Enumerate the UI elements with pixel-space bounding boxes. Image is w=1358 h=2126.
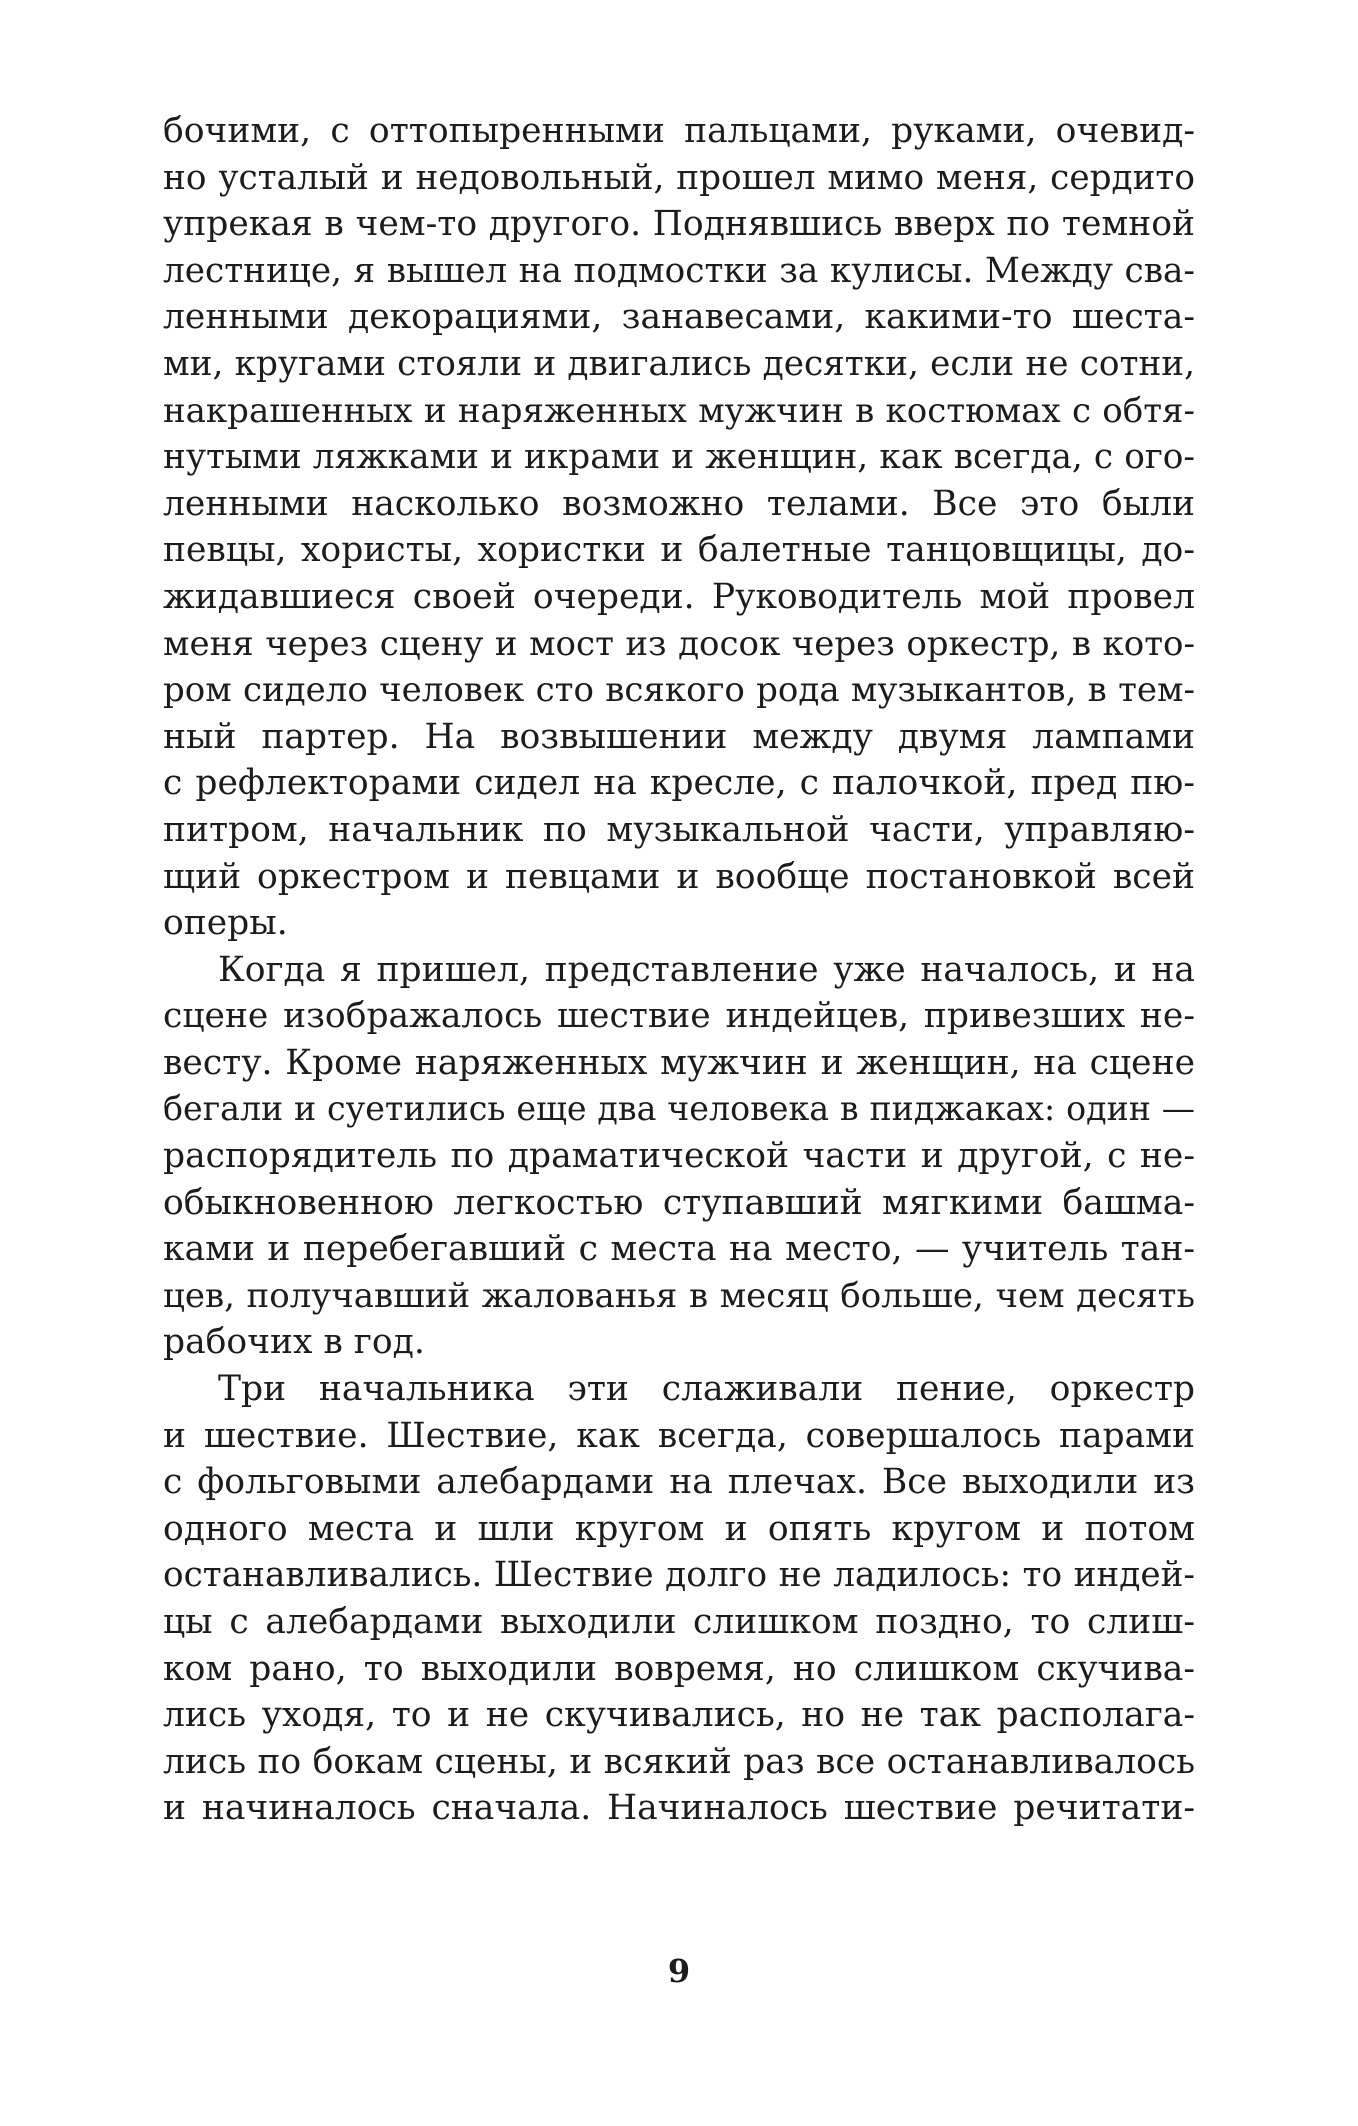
text-line: меня через сцену и мост из досок через оркестр, в кото- bbox=[163, 623, 1195, 664]
paragraph bbox=[163, 108, 1195, 947]
text-line: певцы, хористы, хористки и балетные танцовщицы, до- bbox=[163, 530, 1195, 571]
body-text bbox=[163, 108, 1195, 1832]
text-line: накрашенных и наряженных мужчин в костюмах с обтя- bbox=[163, 390, 1195, 431]
text-line: цев, получавший жалованья в месяц больше, чем десять bbox=[163, 1275, 1195, 1316]
text-line: одного места и шли кругом и опять кругом и потом bbox=[163, 1508, 1195, 1549]
text-line: весту. Кроме наряженных мужчин и женщин, на сцене bbox=[163, 1042, 1195, 1083]
text-line: ленными насколько возможно телами. Все это были bbox=[163, 483, 1195, 524]
text-line: ми, кругами стояли и двигались десятки, если не сотни, bbox=[163, 343, 1195, 384]
text-line: ком рано, то выходили вовремя, но слишком скучива- bbox=[163, 1648, 1195, 1689]
text-line: питром, начальник по музыкальной части, управляю- bbox=[163, 809, 1195, 850]
text-line: ром сидело человек сто всякого рода музыкантов, в тем- bbox=[163, 670, 1195, 711]
text-line: обыкновенною легкостью ступавший мягкими башма- bbox=[163, 1182, 1195, 1223]
text-line: лись уходя, то и не скучивались, но не так располага- bbox=[163, 1695, 1195, 1736]
text-line: останавливались. Шествие долго не ладилось: то индей- bbox=[163, 1555, 1195, 1596]
paragraph bbox=[163, 1366, 1195, 1832]
text-line: нутыми ляжками и икрами и женщин, как всегда, с ого- bbox=[163, 437, 1195, 478]
text-line: ленными декорациями, занавесами, какими-то шеста- bbox=[163, 297, 1195, 338]
text-line: и начиналось сначала. Начиналось шествие речитати- bbox=[163, 1788, 1195, 1829]
text-line: распорядитель по драматической части и другой, с не- bbox=[163, 1136, 1195, 1177]
text-line: оперы. bbox=[163, 903, 288, 944]
text-line: упрекая в чем-то другого. Поднявшись вверх по темной bbox=[163, 204, 1195, 245]
text-line: с рефлекторами сидел на кресле, с палочкой, пред пю- bbox=[163, 763, 1195, 804]
page-number: 9 bbox=[667, 1952, 691, 1990]
text-line: щий оркестром и певцами и вообще постановкой всей bbox=[163, 856, 1195, 897]
text-line: Когда я пришел, представление уже началось, и на bbox=[218, 949, 1195, 990]
text-line: бегали и суетились еще два человека в пиджаках: один — bbox=[163, 1089, 1195, 1129]
text-line: бочими, с оттопыренными пальцами, руками, очевид- bbox=[163, 111, 1195, 151]
text-line: лестнице, я вышел на подмостки за кулисы. Между сва- bbox=[163, 250, 1195, 291]
text-line: ный партер. На возвышении между двумя лампами bbox=[163, 716, 1195, 757]
text-line: ками и перебегавший с места на место, — учитель тан- bbox=[163, 1229, 1195, 1270]
text-line: цы с алебардами выходили слишком поздно, то слиш- bbox=[163, 1602, 1195, 1642]
text-line: Три начальника эти слаживали пение, оркестр bbox=[218, 1369, 1195, 1410]
text-line: сцене изображалось шествие индейцев, привезших не- bbox=[163, 996, 1195, 1037]
text-line: жидавшиеся своей очереди. Руководитель мой провел bbox=[163, 576, 1195, 617]
text-line: и шествие. Шествие, как всегда, совершалось парами bbox=[163, 1415, 1195, 1456]
text-line: рабочих в год. bbox=[163, 1322, 425, 1363]
text-line: с фольговыми алебардами на плечах. Все выходили из bbox=[163, 1462, 1195, 1503]
text-line: лись по бокам сцены, и всякий раз все останавливалось bbox=[163, 1741, 1195, 1782]
text-line: но усталый и недовольный, прошел мимо меня, сердито bbox=[163, 157, 1195, 198]
paragraph bbox=[163, 947, 1195, 1366]
